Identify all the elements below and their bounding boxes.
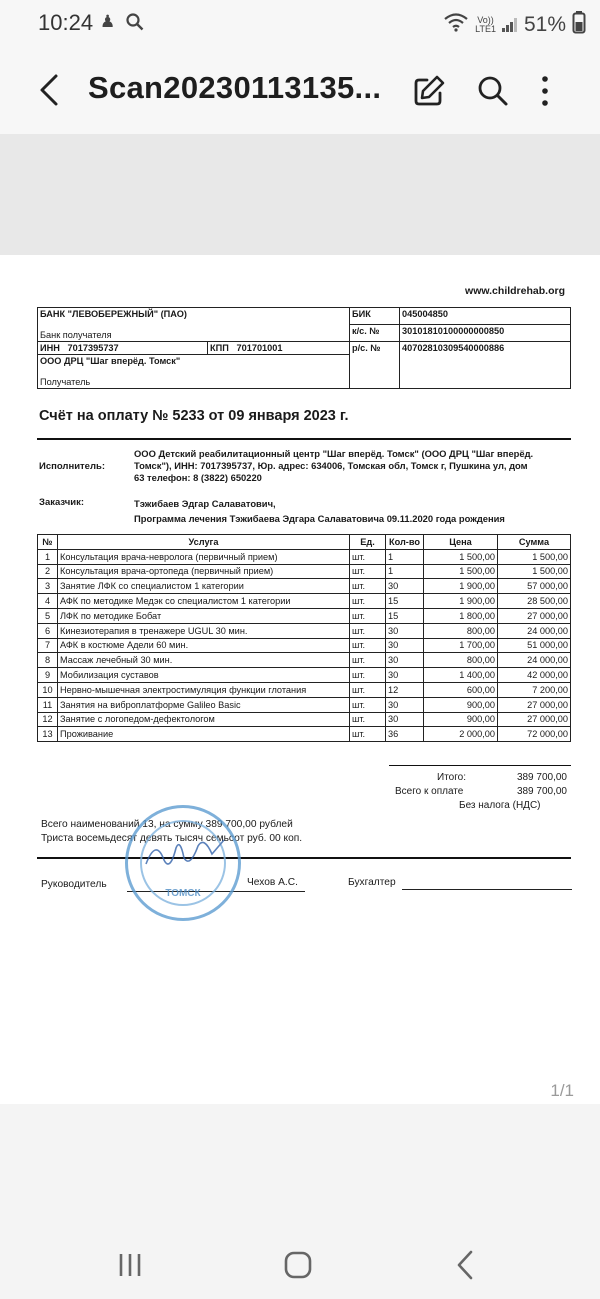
cell-unit: шт. xyxy=(350,638,386,653)
cell-qty: 30 xyxy=(386,697,424,712)
cell-n: 13 xyxy=(38,727,58,742)
cell-unit: шт. xyxy=(350,579,386,594)
cell-qty: 15 xyxy=(386,594,424,609)
cell-n: 9 xyxy=(38,668,58,683)
cell-price: 1 500,00 xyxy=(424,549,498,564)
table-row xyxy=(38,564,571,579)
cell-service: Занятие с логопедом-дефектологом xyxy=(58,712,350,727)
cell-sum: 24 000,00 xyxy=(498,623,571,638)
director-label: Руководитель xyxy=(41,879,107,890)
executor-label: Исполнитель: xyxy=(39,461,106,472)
cell-qty: 30 xyxy=(386,712,424,727)
cell-service: Массаж лечебный 30 мин. xyxy=(58,653,350,668)
document-title: Scan20230113135... xyxy=(88,70,382,105)
search-status-icon xyxy=(126,13,144,36)
inn-kpp-cell: ИНН 7017395737 КПП 701701001 xyxy=(38,342,350,355)
customer-details: Тэжибаев Эдгар Салаватович, Программа лечения Тэжибаева Эдгара Салаватовича 09.11.2020 года рождения xyxy=(134,498,505,524)
cell-unit: шт. xyxy=(350,668,386,683)
accountant-label: Бухгалтер xyxy=(348,877,396,888)
table-row xyxy=(38,653,571,668)
cell-n: 5 xyxy=(38,608,58,623)
executor-details: ООО Детский реабилитационный центр "Шаг вперёд. Томск" (ООО ДРЦ "Шаг вперёд. Томск"), ИНН: 7017395737, Юр. адрес: 634006, Томская обл, Томск г, Пушкина ул, дом 63 телефон: 8 (3822) 650220 xyxy=(134,448,534,483)
cell-n: 4 xyxy=(38,594,58,609)
table-row xyxy=(38,638,571,653)
cell-n: 11 xyxy=(38,697,58,712)
cell-unit: шт. xyxy=(350,594,386,609)
accessibility-icon: ♟ xyxy=(100,12,116,31)
director-name: Чехов А.С. xyxy=(247,877,298,888)
recents-button[interactable] xyxy=(108,1244,152,1288)
table-row xyxy=(38,594,571,609)
cell-sum: 51 000,00 xyxy=(498,638,571,653)
cell-service: Нервно-мышечная электростимуляция функции глотания xyxy=(58,682,350,697)
divider xyxy=(37,438,571,440)
document-page[interactable]: www.childrehab.org БАНК "ЛЕВОБЕРЕЖНЫЙ" (ПАО) Банк получателя БИК 045004850 к/с. № 30101810100000000850 ИНН 7017395737 КПП 701701001 р/с. № 40702810309540000886 ООО ДРЦ "Шаг вперёд. Томск" Получатель Счёт на оплату № 5233 от 09 января 2023 г. Исполнитель: ООО Детский реабилитационный центр "Шаг вперёд. Томск" (ООО ДРЦ "Шаг вперёд. Томск"), ИНН: 7017395737, Юр. адрес: 634006, Томская обл, Томск г, Пушкина ул, дом 63 телефон: 8 (3822) 650220 Заказчик: Тэжибаев Эдгар Салаватович, Программа лечения Тэжибаева Эдгара Салаватовича 09.11.2020 года рождения № Услуга Ед. Кол-во Цена Сумма 1 Консультация врача-невролога (первичный прием) шт. 1 1 500,00 1 500,00 2 Консультация врача-ортопеда (первичный прием) шт. 1 1 500,00 1 500,00 3 Занятие ЛФК со специалистом 1 категории шт. 30 1 900,00 57 000,00 4 АФК по методике Медэк со специалистом 1 категории шт. 15 1 900,00 28 500,00 5 ЛФК по методике Бобат шт. 15 1 800,00 27 000,00 6 Кинезиотерапия в тренажере UGUL 30 мин. шт. 30 800,00 24 000,00 7 АФК в костюме Адели 60 мин. шт. 30 1 700,00 51 000,00 8 Массаж лечебный 30 мин. шт. 30 800,00 24 000,00 9 Мобилизация суставов шт. 30 1 400,00 42 000,00 10 Нервно-мышечная электростимуляция функции глотания шт. 12 600,00 7 200,00 11 Занятия на виброплатформе Galileo Basic шт. 30 900,00 27 000,00 12 Занятие с логопедом-дефектологом шт. 30 900,00 27 000,00 13 Проживание шт. 36 2 000,00 72 000,00 Итого: 389 700,00 Всего к оплате 389 700,00 Без налога (НДС) Всего наименований 13, на сумму 389 700,00 рублей Триста восемьдесят девять тысяч семьсот руб. 00 коп. Руководитель Чехов А.С. Бухгалтер ТОМСК xyxy=(0,255,600,1104)
cell-sum: 42 000,00 xyxy=(498,668,571,683)
page-indicator: 1/1 xyxy=(550,1081,574,1100)
cell-price: 1 700,00 xyxy=(424,638,498,653)
cell-service: Консультация врача-невролога (первичный прием) xyxy=(58,549,350,564)
table-row xyxy=(38,623,571,638)
cell-n: 3 xyxy=(38,579,58,594)
cell-qty: 30 xyxy=(386,668,424,683)
signal-icon xyxy=(502,18,518,32)
cell-sum: 28 500,00 xyxy=(498,594,571,609)
cell-unit: шт. xyxy=(350,682,386,697)
summary-count: Всего наименований 13, на сумму 389 700,00 рублей xyxy=(41,819,293,830)
chevron-left-icon xyxy=(34,70,70,110)
cell-price: 600,00 xyxy=(424,682,498,697)
table-header: № Услуга Ед. Кол-во Цена Сумма xyxy=(38,535,571,550)
cell-n: 8 xyxy=(38,653,58,668)
table-row xyxy=(38,579,571,594)
table-row xyxy=(38,727,571,742)
services-table xyxy=(37,534,571,742)
signature-divider xyxy=(37,857,571,859)
cell-unit: шт. xyxy=(350,727,386,742)
cell-qty: 30 xyxy=(386,579,424,594)
cell-service: Проживание xyxy=(58,727,350,742)
cell-price: 800,00 xyxy=(424,653,498,668)
navigation-bar xyxy=(0,1104,600,1299)
cell-qty: 30 xyxy=(386,623,424,638)
nav-back-button[interactable] xyxy=(444,1244,488,1288)
cell-service: Консультация врача-ортопеда (первичный прием) xyxy=(58,564,350,579)
edit-icon xyxy=(410,72,448,110)
cell-price: 1 900,00 xyxy=(424,594,498,609)
cell-price: 800,00 xyxy=(424,623,498,638)
table-row xyxy=(38,697,571,712)
cell-price: 1 800,00 xyxy=(424,608,498,623)
status-bar xyxy=(0,0,600,48)
cell-qty: 30 xyxy=(386,653,424,668)
cell-n: 10 xyxy=(38,682,58,697)
search-icon xyxy=(474,72,512,110)
cell-n: 6 xyxy=(38,623,58,638)
cell-price: 2 000,00 xyxy=(424,727,498,742)
customer-label: Заказчик: xyxy=(39,497,85,508)
edit-button[interactable] xyxy=(410,72,448,110)
status-time: 10:24 xyxy=(38,10,94,35)
cell-service: АФК в костюме Адели 60 мин. xyxy=(58,638,350,653)
invoice-title: Счёт на оплату № 5233 от 09 января 2023 г. xyxy=(39,408,349,424)
cell-n: 2 xyxy=(38,564,58,579)
cell-sum: 1 500,00 xyxy=(498,564,571,579)
cell-unit: шт. xyxy=(350,549,386,564)
home-button[interactable] xyxy=(276,1244,320,1288)
table-row xyxy=(38,682,571,697)
cell-sum: 7 200,00 xyxy=(498,682,571,697)
cell-sum: 27 000,00 xyxy=(498,697,571,712)
cell-service: Кинезиотерапия в тренажере UGUL 30 мин. xyxy=(58,623,350,638)
cell-qty: 15 xyxy=(386,608,424,623)
cell-service: Занятия на виброплатформе Galileo Basic xyxy=(58,697,350,712)
cell-price: 900,00 xyxy=(424,697,498,712)
app-toolbar xyxy=(0,48,600,134)
cell-qty: 1 xyxy=(386,549,424,564)
bank-details-table: БАНК "ЛЕВОБЕРЕЖНЫЙ" (ПАО) Банк получателя БИК 045004850 к/с. № 30101810100000000850 ИНН 7017395737 КПП 701701001 р/с. № 40702810309540000886 ООО ДРЦ "Шаг вперёд. Томск" Получатель xyxy=(37,307,571,389)
cell-price: 900,00 xyxy=(424,712,498,727)
cell-sum: 27 000,00 xyxy=(498,712,571,727)
recents-icon xyxy=(108,1244,152,1288)
cell-n: 7 xyxy=(38,638,58,653)
cell-service: ЛФК по методике Бобат xyxy=(58,608,350,623)
recipient-cell: ООО ДРЦ "Шаг вперёд. Томск" Получатель xyxy=(38,355,350,389)
home-icon xyxy=(276,1244,320,1288)
cell-service: Занятие ЛФК со специалистом 1 категории xyxy=(58,579,350,594)
summary-words: Триста восемьдесят девять тысяч семьсот руб. 00 коп. xyxy=(41,833,303,844)
battery-icon xyxy=(572,10,586,40)
status-right xyxy=(443,10,586,40)
cell-sum: 57 000,00 xyxy=(498,579,571,594)
cell-service: Мобилизация суставов xyxy=(58,668,350,683)
back-icon xyxy=(444,1244,488,1288)
cell-sum: 27 000,00 xyxy=(498,608,571,623)
cell-qty: 12 xyxy=(386,682,424,697)
table-row xyxy=(38,668,571,683)
more-vert-icon xyxy=(531,72,559,110)
accountant-signature-line xyxy=(402,889,572,890)
wifi-icon xyxy=(443,12,469,38)
table-row xyxy=(38,712,571,727)
table-row xyxy=(38,608,571,623)
cell-sum: 72 000,00 xyxy=(498,727,571,742)
bank-name-cell: БАНК "ЛЕВОБЕРЕЖНЫЙ" (ПАО) Банк получателя xyxy=(38,308,350,342)
cell-unit: шт. xyxy=(350,623,386,638)
search-button[interactable] xyxy=(474,72,512,110)
cell-sum: 1 500,00 xyxy=(498,549,571,564)
website-url: www.childrehab.org xyxy=(465,285,565,297)
cell-unit: шт. xyxy=(350,608,386,623)
document-viewer[interactable] xyxy=(0,134,600,1104)
cell-qty: 36 xyxy=(386,727,424,742)
cell-price: 1 400,00 xyxy=(424,668,498,683)
table-row xyxy=(38,549,571,564)
signature-icon xyxy=(142,834,228,874)
cell-price: 1 500,00 xyxy=(424,564,498,579)
cell-unit: шт. xyxy=(350,564,386,579)
cell-unit: шт. xyxy=(350,697,386,712)
back-button[interactable] xyxy=(34,70,70,110)
cell-qty: 30 xyxy=(386,638,424,653)
more-options-button[interactable] xyxy=(531,72,559,110)
battery-percent: 51% xyxy=(523,13,566,36)
cell-unit: шт. xyxy=(350,712,386,727)
cell-service: АФК по методике Медэк со специалистом 1 категории xyxy=(58,594,350,609)
cell-price: 1 900,00 xyxy=(424,579,498,594)
stamp-city: ТОМСК xyxy=(165,888,201,899)
cell-n: 12 xyxy=(38,712,58,727)
cell-sum: 24 000,00 xyxy=(498,653,571,668)
cell-unit: шт. xyxy=(350,653,386,668)
network-type: Vo)) LTE1 xyxy=(475,15,496,34)
cell-n: 1 xyxy=(38,549,58,564)
totals-divider xyxy=(389,765,571,766)
organization-stamp xyxy=(125,805,241,921)
cell-qty: 1 xyxy=(386,564,424,579)
